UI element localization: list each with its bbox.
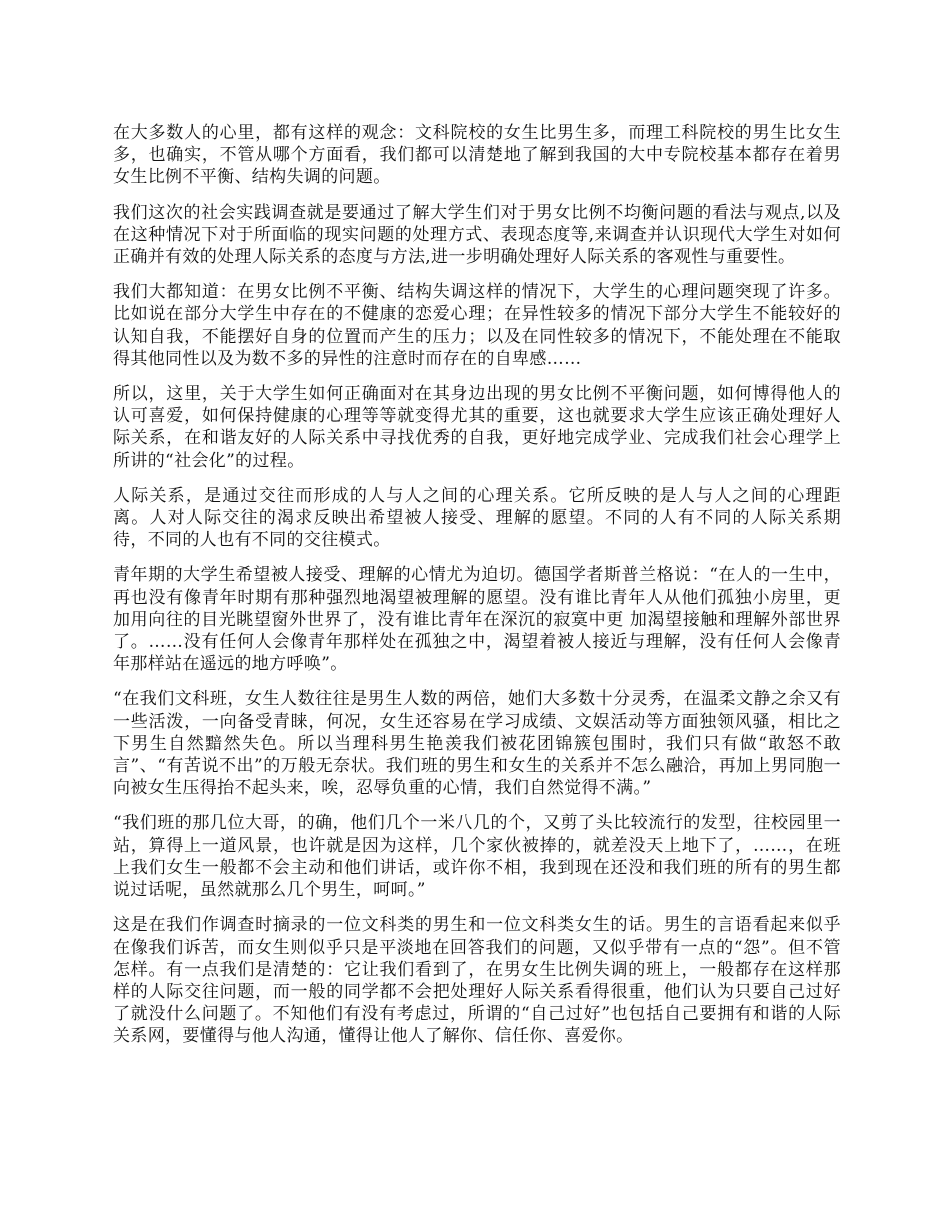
paragraph-3: 我们大都知道：在男女比例不平衡、结构失调这样的情况下，大学生的心理问题突现了许多。比如说在部分大学生中存在的不健康的恋爱心理；在异性较多的情况下部分大学生不能较好的认知自我，不能摆好自身的位置而产生的压力；以及在同性较多的情况下，不能处理在不能取得其他同性以及为数不多的异性的注意时而存在的自卑感……	[113, 282, 841, 369]
paragraph-2: 我们这次的社会实践调查就是要通过了解大学生们对于男女比例不均衡问题的看法与观点,以及在这种情况下对于所面临的现实问题的处理方式、表现态度等,来调查并认识现代大学生对如何正确并有效的处理人际关系的态度与方法,进一步明确处理好人际关系的客观性与重要性。	[113, 202, 841, 268]
paragraph-6: 青年期的大学生希望被人接受、理解的心情尤为迫切。德国学者斯普兰格说：“在人的一生中，再也没有像青年时期有那种强烈地渴望被理解的愿望。没有谁比青年人从他们孤独小房里，更加用向往的目光眺望窗外世界了，没有谁比青年在深沉的寂寞中更 加渴望接触和理解外部世界了。……没有任何人会像青年那样处在孤独之中，渴望着被人接近与理解，没有任何人会像青年那样站在遥远的地方呼唤”。	[113, 565, 841, 675]
paragraph-4: 所以，这里，关于大学生如何正确面对在其身边出现的男女比例不平衡问题，如何博得他人的认可喜爱，如何保持健康的心理等等就变得尤其的重要，这也就要求大学生应该正确处理好人际关系，在和谐友好的人际关系中寻找优秀的自我，更好地完成学业、完成我们社会心理学上所讲的“社会化”的过程。	[113, 384, 841, 471]
document-body	[113, 122, 841, 1061]
paragraph-8: “我们班的那几位大哥，的确，他们几个一米八几的个，又剪了头比较流行的发型，往校园里一站，算得上一道风景，也许就是因为这样，几个家伙被捧的，就差没天上地下了，……，在班上我们女生一般都不会主动和他们讲话，或许你不相，我到现在还没和我们班的所有的男生都说过话呢，虽然就那么几个男生，呵呵。”	[113, 813, 841, 901]
paragraph-5: 人际关系，是通过交往而形成的人与人之间的心理关系。它所反映的是人与人之间的心理距离。人对人际交往的渴求反映出希望被人接受、理解的愿望。不同的人有不同的人际关系期待，不同的人也有不同的交往模式。	[113, 485, 841, 551]
paragraph-1: 在大多数人的心里，都有这样的观念：文科院校的女生比男生多，而理工科院校的男生比女生多，也确实，不管从哪个方面看，我们都可以清楚地了解到我国的大中专院校基本都存在着男女生比例不平衡、结构失调的问题。	[113, 123, 841, 188]
paragraph-9: 这是在我们作调查时摘录的一位文科类的男生和一位文科类女生的话。男生的言语看起来似乎在像我们诉苦，而女生则似乎只是平淡地在回答我们的问题，又似乎带有一点的“怨”。但不管怎样。有一点我们是清楚的：它让我们看到了，在男女生比例失调的班上，一般都存在这样那样的人际交往问题，而一般的同学都不会把处理好人际关系看得很重，他们认为只要自己过好了就没什么问题了。不知他们有没有考虑过，所谓的“自己过好”也包括自己要拥有和谐的人际关系网，要懂得与他人沟通，懂得让他人了解你、信任你、喜爱你。	[113, 915, 841, 1047]
paragraph-7: “在我们文科班，女生人数往往是男生人数的两倍，她们大多数十分灵秀，在温柔文静之余又有一些活泼，一向备受青睐，何况，女生还容易在学习成绩、文娱活动等方面独领风骚，相比之下男生自然黯然失色。所以当理科男生艳羡我们被花团锦簇包围时，我们只有做“敢怒不敢言”、“有苦说不出”的万般无奈状。我们班的男生和女生的关系并不怎么融洽，再加上男同胞一向被女生压得抬不起头来，唉，忍辱负重的心情，我们自然觉得不满。”	[113, 689, 841, 799]
